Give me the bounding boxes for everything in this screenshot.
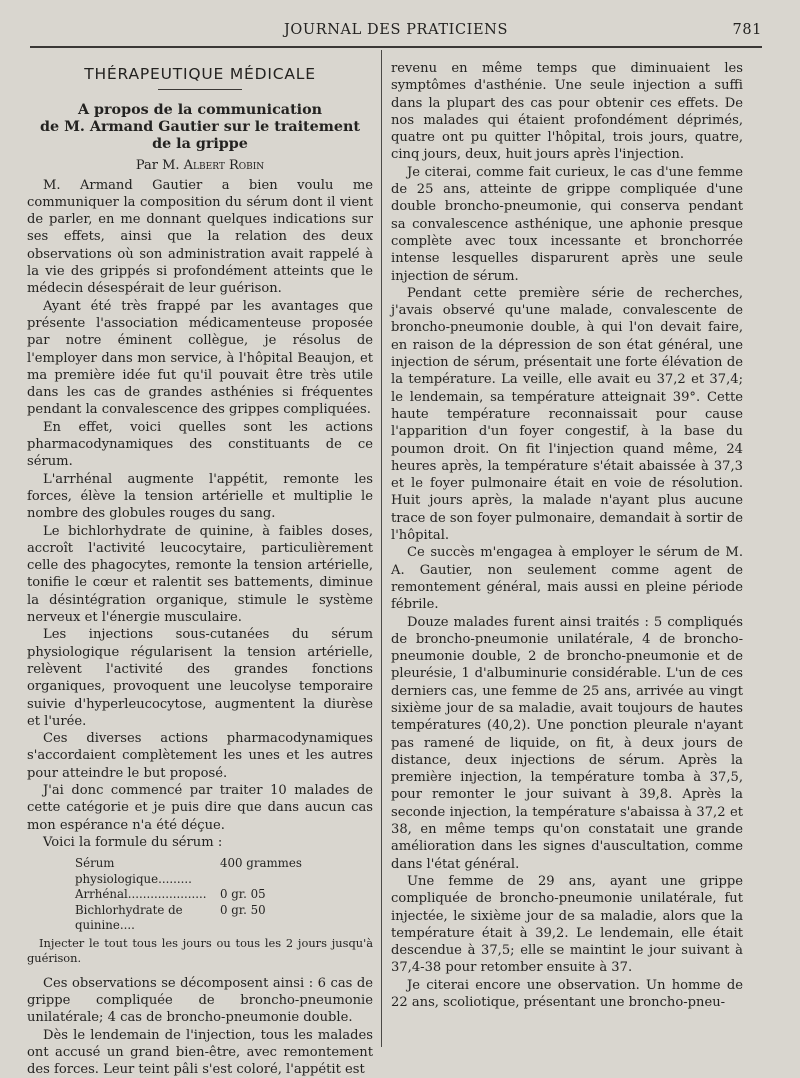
paragraph: Voici la formule du sérum : — [43, 834, 223, 850]
serum-formula — [27, 856, 373, 934]
paragraph: L'arrhénal augmente l'appétit, remonte les forces, élève la tension artérielle et multiplie le nombre des globules rouges du sang. — [27, 471, 373, 522]
paragraph: Ces diverses actions pharmacodynamiques s'accordaient complètement les unes et les autres pour atteindre le but proposé. — [27, 731, 373, 781]
paragraph-continuation: revenu en même temps que diminuaient les symptômes d'asthénie. Une seule injection a suffi dans la plupart des cas pour obtenir ces effets. De nos malades qui étaient profondément déprimés, quatre ont pu quitter l'hôpital, trois jours, quatre, cinq jours, deux, huit jours après l'injection. — [391, 61, 743, 163]
page-header — [30, 22, 762, 44]
page-number: 781 — [732, 22, 762, 38]
paragraph: Le bichlorhydrate de quinine, à faibles doses, accroît l'activité leucocytaire, particulièrement celle des phagocytes, remonte la tension artérielle, tonifie le cœur et ralentit ses battements, diminue la désintégration organique, stimule le système nerveux et l'énergie musculaire. — [27, 523, 373, 626]
paragraph: M. Armand Gautier a bien voulu me communiquer la composition du sérum dont il vient de parler, en me donnant quelques indications sur ses effets, ainsi que la relation des deux observations où son administration avait rappelé à la vie des grippés si profondément atteints que le médecin désespérait de leur guérison. — [27, 177, 373, 297]
paragraph: Une femme de 29 ans, ayant une grippe compliquée de broncho-pneumonie unilatérale, fut injectée, le sixième jour de sa maladie, alors que la température était à 39,2. Le lendemain, elle était descendue à 37,5; elle se maintint le jour suivant à 37,4-38 pour retomber ensuite à 37. — [391, 873, 743, 976]
formula-row — [27, 856, 373, 887]
header-rule — [30, 46, 762, 48]
author-name: Albert Robin — [183, 158, 265, 174]
paragraph: Dès le lendemain de l'injection, tous les malades ont accusé un grand bien-être, avec remontement des forces. Leur teint pâli s'est coloré, l'appétit est — [27, 1027, 373, 1078]
formula-note: Injecter le tout tous les jours ou tous les 2 jours jusqu'à guérison. — [27, 935, 373, 966]
formula-ingredient: Sérum physiologique......... — [75, 856, 192, 886]
article-title-line: de la grippe — [152, 136, 248, 153]
paragraph: Ce succès m'engagea à employer le sérum de M. A. Gautier, non seulement comme agent de remontement général, mais aussi en pleine période fébrile. — [391, 545, 743, 613]
formula-ingredient: Arrhénal..................... — [75, 887, 207, 902]
paragraph: Les injections sous-cutanées du sérum physiologique régularisent la tension artérielle, relèvent l'activité des grandes fonctions organiques, provoquent une leucolyse temporaire suivie d'hyperleucocytose, augmentent la diurèse et l'urée. — [27, 627, 373, 729]
byline — [27, 157, 373, 174]
right-column — [391, 60, 743, 1011]
article-title-line: A propos de la communication — [77, 102, 323, 119]
formula-row — [27, 903, 373, 934]
paragraph: Ces observations se décomposent ainsi : 6 cas de grippe compliquée de broncho-pneumonie unilatérale; 4 cas de broncho-pneumonie double. — [27, 975, 373, 1026]
article-title — [27, 102, 373, 153]
paragraph: Ayant été très frappé par les avantages que présente l'association médicamenteuse proposée par notre éminent collègue, je résolus de l'employer dans mon service, à l'hôpital Beaujon, et ma première idée fut qu'il pouvait être très utile dans les cas de grandes asthénies si fréquentes pendant la convalescence des grippes compliquées. — [27, 298, 373, 418]
byline-prefix: Par M. — [135, 158, 180, 174]
paragraph: Je citerai encore une observation. Un homme de 22 ans, scoliotique, présentant une broncho-pneu- — [391, 977, 743, 1011]
article-title-line: de M. Armand Gautier sur le traitement — [40, 119, 360, 136]
formula-dose: 0 gr. 05 — [220, 887, 266, 902]
paragraph: En effet, voici quelles sont les actions pharmacodynamiques des constituants de ce sérum. — [27, 419, 373, 470]
formula-dose: 0 gr. 50 — [220, 902, 266, 917]
formula-row — [27, 887, 373, 903]
section-rule — [158, 89, 242, 90]
paragraph: Pendant cette première série de recherches, j'avais observé qu'une malade, convalescente de broncho-pneumonie double, à qui l'on devait faire, en raison de la dépression de son état général, une injection de sérum, présentait une forte élévation de la température. La veille, elle avait eu 37,2 et 37,4; le lendemain, sa température atteignait 39°. Cette haute température reconnaissait pour cause l'apparition d'un foyer congestif, à la base du poumon droit. On fit l'injection quand même, 24 heures après, la température s'était abaissée à 37,3 et le foyer pulmonaire était en voie de résolution. Huit jours après, la malade n'ayant plus aucune trace de son foyer pulmonaire, demandait à sortir de l'hôpital. — [391, 285, 743, 544]
formula-dose: 400 grammes — [220, 856, 302, 871]
section-title: THÉRAPEUTIQUE MÉDICALE — [84, 65, 316, 83]
formula-ingredient: Bichlorhydrate de quinine.... — [75, 902, 183, 933]
paragraph: Douze malades furent ainsi traités : 5 compliqués de broncho-pneumonie unilatérale, 4 de broncho-pneumonie double, 2 de broncho-pneumonie et de pleurésie, 1 d'albuminurie considérable. L'un de ces derniers cas, une femme de 25 ans, arrivée au vingt sixième jour de sa maladie, avait toujours de hautes températures (40,2). Une ponction pleurale n'ayant pas ramené de liquide, on fit, à deux jours de distance, deux injections de sérum. Après la première injection, la température tomba à 37,5, pour remonter le jour suivant à 39,8. Après la seconde injection, la température s'abaissa à 37,2 et 38, en même temps qu'on constatait une grande amélioration dans les signes d'auscultation, comme dans l'état général. — [391, 614, 743, 872]
column-divider — [381, 50, 382, 1047]
left-column — [27, 58, 373, 1078]
journal-title: JOURNAL DES PRATICIENS — [284, 22, 508, 38]
paragraph: J'ai donc commencé par traiter 10 malades de cette catégorie et je puis dire que dans aucun cas mon espérance n'a été déçue. — [27, 782, 373, 833]
paragraph: Je citerai, comme fait curieux, le cas d'une femme de 25 ans, atteinte de grippe compliquée d'une double broncho-pneumonie, qui conserva pendant sa convalescence asthénique, une aphonie presque complète avec toux incessante et bronchorrée intense lesquelles disparurent après une seule injection de sérum. — [391, 164, 743, 284]
